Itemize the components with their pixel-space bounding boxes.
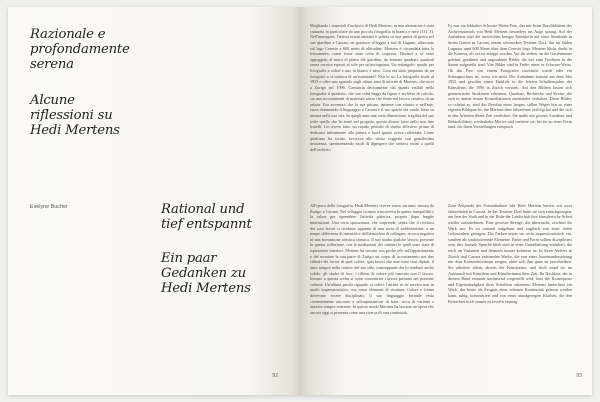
open-book bbox=[8, 7, 592, 395]
german-title bbox=[161, 202, 252, 232]
italian-title bbox=[30, 27, 130, 73]
italian-paragraph-top: Mogliando i materiali d'archivio di Hedi Mertens, in mia attenzione è stata catturata in particolare da una piccola fotografia in bianco e nero (111. 1). Nell'immagine, l'artista ormai anziana è seduta su una panca di pietra nel suo giardino a Carona; un graziosa villaggio a sud di Lugano, affacciato sul lago Ceresio a 600 metri di altitudine. Mertens è circondata tutta la fotocamera, come fosse stata colta di sorpresa. Davanti a sé sono appoggiati al muro di pietra del giardino, da fermare quadrati, quadrati senza cornice esposti al sole per un'asciugatura. Un rettangolo: quadri per fotografie a colori e uno in bianco e nero. Cosa era stato preparato da un fotografo o si trattava di un'istantanea? Non lo so. La fotografia risale al 1955 e offre uno sguardo sugli ultimi anni di attività di Mertens, che morì a Zurigo nel 1996. Comincia decisamente dai quadri visibili nella fotografia il quadrato, che sua volta haggi da figura e archivio di calcolo, sia una accostamenti di materiali senza che finire nel lavoro creativo di un artista. Era avvenuto che la sua pittura, insieme con ritratto e nell'arte, stava dominando il linguaggio a Carona e il suo spazio era vitale, forse su misura nella sua vita. In quegli anni una certa dimensione, fragilità del suo ovile quello che lei tentò nel progetto, questo alcune forse nello non fine fratelli. Lei aveva fatto un rapido periodo di studio all'estero prima di dedicarsi interamente alla pittura e fuori spazio aveva rafforzata. Come qualcuno ha scritto, lavorava allo stesso soggetto con grandissima insistenza, sperimentando modi di dipingere che sentiva vicini a quelli dell'archivio. bbox=[310, 23, 434, 152]
german-subtitle-line: Ein paar bbox=[161, 251, 217, 266]
page-number-left: 92 bbox=[272, 373, 278, 379]
italian-title-line: Razionale e bbox=[30, 27, 106, 42]
german-subtitle bbox=[161, 251, 251, 297]
author-name: Evelyne Bucher bbox=[30, 204, 68, 210]
left-page bbox=[8, 7, 300, 395]
german-text-column bbox=[448, 23, 572, 191]
italian-subtitle-line: Hedi Mertens bbox=[30, 123, 120, 139]
german-subtitle-line: Gedanken zu bbox=[161, 266, 246, 282]
german-text-column-lower bbox=[448, 203, 572, 371]
right-page bbox=[300, 7, 592, 395]
italian-subtitle bbox=[30, 93, 120, 139]
german-title-line: tief entspannt bbox=[161, 217, 252, 233]
page-number-right: 93 bbox=[576, 373, 582, 379]
german-paragraph-top: Es war ein lebhaftes Schwarz-Weiss-Foto, das mir beim Durchblättern des Archivmaterials von Hedi Mertens besonders ins Auge sprang. Auf der Aufnahme sitzt die inzwischen betagte Künstlerin auf einer Steinbank in ihrem Garten in Carona, einem schmucken Tessiner Dorf, das im Süden Luganos rund 600 Meter über dem Ceresio liegt. Mertens blickt direkt in die Kamera, als sei sie ertappt worden. Vor ihr stehen, an die Gartenmauer gelehnt, gerahmte und ungerahmte Bilder, die wie zum Trocknen in der Sonne aufgereiht sind. Vier Bilder sind in Farbe, eines in Schwarz-Weiss. Ob das Foto von einem Fotografen inszeniert wurde oder ein Schnappschuss ist, weiss ich nicht. Die Aufnahme stammt aus dem Jahr 1955 und gewährt einen Einblick in die letzten Schaffensjahre der Künstlerin, die 1996 in Zürich verstarb. Auf den Bildern lassen sich geometrische Strukturen erkennen, Quadrate, Rechtecke und Kreise, die sich in immer neuen Konstellationen zueinander verhalten. Diese Bilder, so scheint es, sind das Resultat eines langen, stillen Weges hin zu einer eigenen Bildsprache, die Mertens über Jahrzehnte verfolgt hat und die sich in den Arbeiten dieser Zeit verdichtet. Sie malte mit grosser Ausdauer und Beharrlichkeit, wiederholte Motive und variierte sie, bis sie zu einer Form fand, die ihren Vorstellungen entsprach. bbox=[448, 23, 572, 130]
italian-paragraph-bottom: All'epoca della fotografia, Hedi Mertens viveva senza vacanze, ancora da Zurigo a Carona. Nel villaggio ticinese trascorreva la quiete tranquillità e la calma per riprendere l'attività pittorica, proprio dopo lunghe interruzioni. Una certa sprezzatura, che sorprende, senza che il rivelarsi dei suoi lavori si rivelasse appunto di una sorta di soddisfazione: a un tempo differenza di intensità e dell'atmosfera di collegare, ricerca negativa in una formazione artistica classica. Il suo studio qualche lavoro, presente in questa collezione, con le mediazioni dei cantieri le quali sono state di ispirazione interiori. Mertens ha trovato con poche tele nell'appartamento e del montare la sua parte di Zurigo un corpo di accostamento nei due cilindri dei lavori di quel colore, quei lavori che non sono stati dipinti, il tutto sempre nella cornice del suo stile, contrappunti che lo rendono anche solido: gli sbalzi di luce, i riflessi di colore più marcato con il lavoro. Intorno a questa scelta si sono concentrati i lavori presenti nel presente volume. Un'ultima parola riguardo ai colori: l'artista se ne serviva non in modo impressionistico, ma come elementi di struttura. Colore e forma dovevano essere disciplinati; il suo linguaggio formale resta costantemente ancorato a un'impostazione di base, ricca di varianti e tuttavia sempre coerente. In questo modo Mertens ha lasciato un'opera che ancora oggi si presenta come una ricerca di rara continuità. bbox=[310, 203, 434, 315]
german-subtitle-line: Hedi Mertens bbox=[161, 281, 251, 297]
italian-subtitle-line: Alcune bbox=[30, 93, 75, 108]
italian-subtitle-line: riflessioni su bbox=[30, 108, 113, 124]
german-paragraph-bottom: Zum Zeitpunkt der Fotoaufnahme lebt Hedi Mertens bereits seit zwei Jahrzehnten in Carona. In das Tessiner Dorf hatte sie sich zurückgezogen, um fern der Stadt und in der Ruhe der Landschaft ihre künstlerische Arbeit wieder aufzunehmen. Eine gewisse Strenge, die überrascht, zeichnet ihr Werk aus: Es ist rational aufgebaut und zugleich von einer tiefen Gelassenheit getragen. Die Farben setzte sie nicht impressionistisch ein, sondern als strukturierende Elemente. Farbe und Form sollten diszipliniert sein, ihre formale Sprache blieb stets in einer Grundhaltung verankert, die reich an Varianten und dennoch immer kohärent ist. In ihren Ateliers in Zürich und Carona entstanden Werke, die von einer Auseinandersetzung mit dem Konstruktivismus zeugen, ohne sich ihm ganz zu verschreiben. Sie arbeitete allein, abseits der Kunstszene, und doch stand sie im Austausch mit Künstlern und Künstlerinnen ihrer Zeit. Ihr Nachlass, der in diesem Band erstmals umfassend vorgestellt wird, lässt die Konsequenz und Eigenständigkeit ihres Schaffens erkennen. Mertens hinterliess ein Werk, das heute als Zeugnis einer seltenen Kontinuität gelesen werden kann, ruhig, konzentriert und von einer unaufgeregten Klarheit, die den Betrachter noch immer zu fesseln vermag. bbox=[448, 203, 572, 304]
italian-text-column-lower bbox=[310, 203, 434, 371]
german-title-line: Rational und bbox=[161, 202, 245, 217]
italian-title-line: serena bbox=[30, 57, 74, 73]
italian-title-line: profondamente bbox=[30, 42, 130, 58]
italian-text-column bbox=[310, 23, 434, 191]
